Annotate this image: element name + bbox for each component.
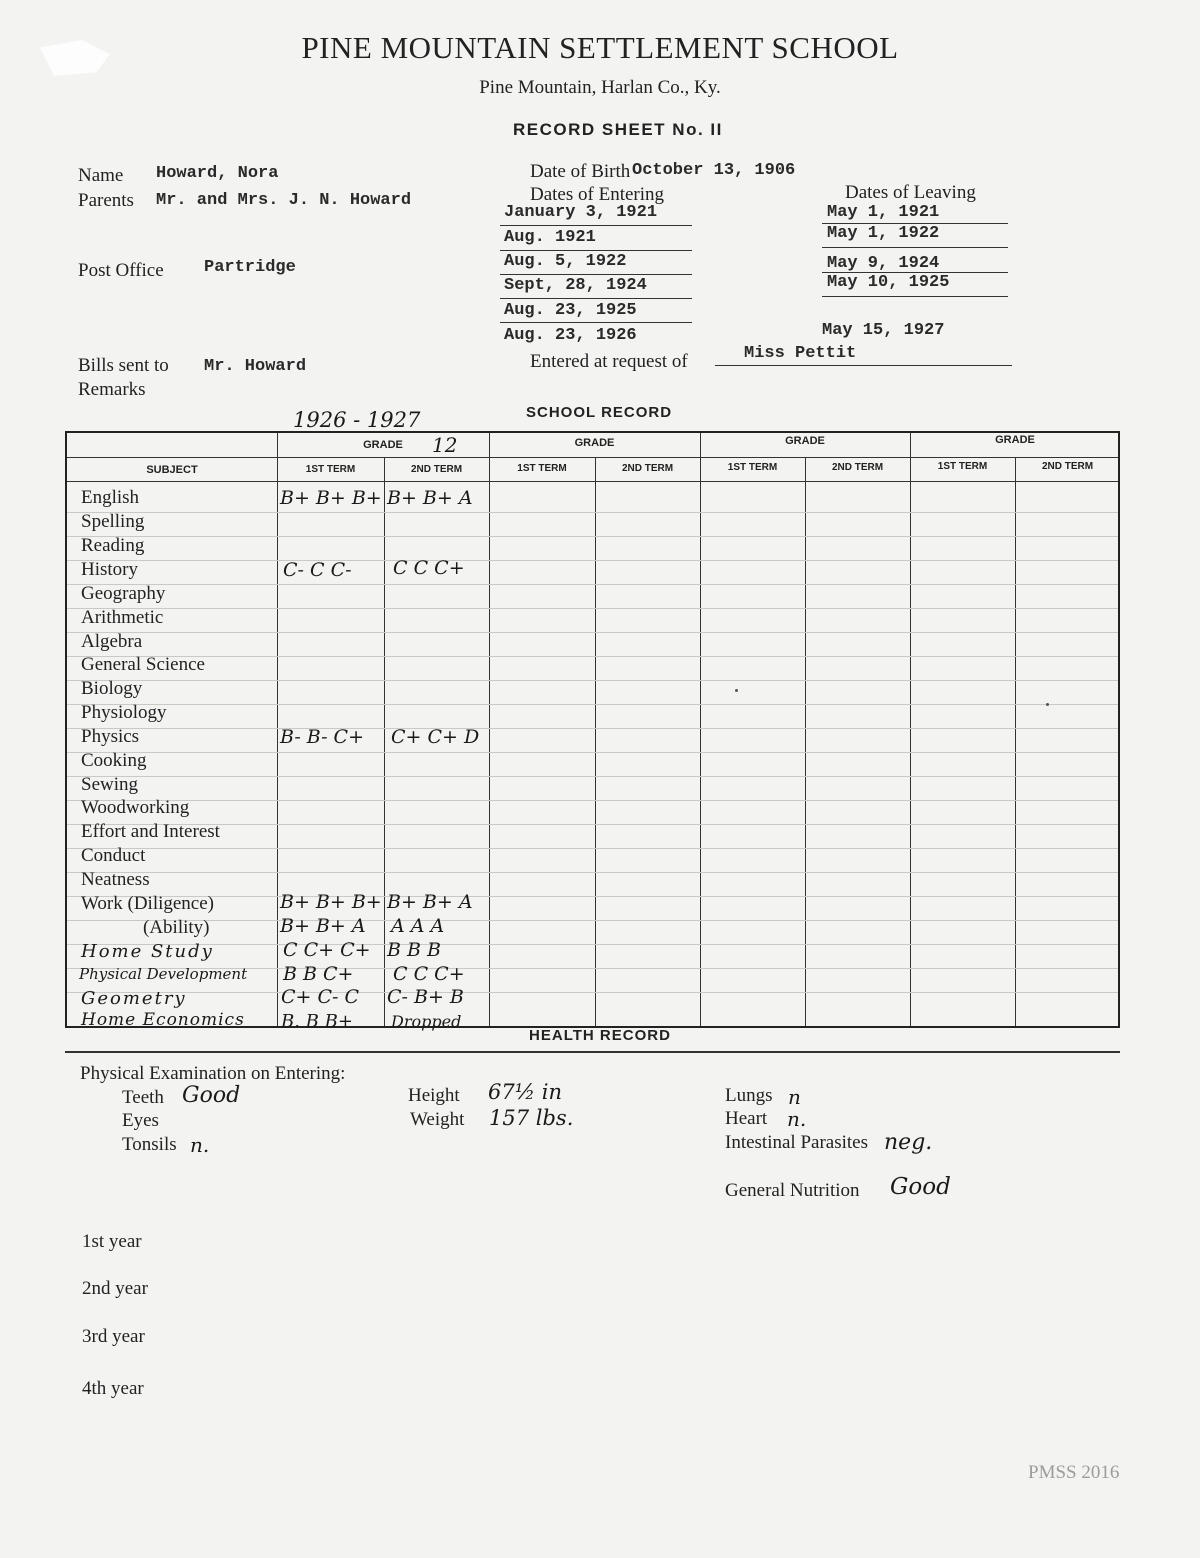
term-header: 2ND TERM [621, 463, 674, 474]
dob-value: October 13, 1906 [632, 161, 796, 180]
subject-spelling: Spelling [81, 511, 145, 532]
health-record-title: HEALTH RECORD [529, 1027, 671, 1044]
grade-header: GRADE [995, 434, 1035, 446]
teeth-label: Teeth [122, 1087, 164, 1108]
subject-biology: Biology [81, 678, 143, 699]
tonsils-label: Tonsils [122, 1134, 177, 1155]
leaving-date: May 10, 1925 [827, 273, 950, 292]
subject-cooking: Cooking [81, 750, 147, 771]
subject-physics: Physics [81, 726, 140, 747]
weight-label: Weight [410, 1109, 465, 1130]
subject-header: SUBJECT [146, 464, 198, 476]
heart-label: Heart [725, 1108, 768, 1129]
mark-english-term1: B+ B+ B+ [280, 487, 382, 509]
entering-label: Dates of Entering [530, 184, 665, 205]
subject-general-science: General Science [81, 654, 205, 675]
term-header: 2ND TERM [410, 464, 463, 475]
year-label: 2nd year [82, 1278, 148, 1299]
term-header: 2ND TERM [1041, 461, 1094, 472]
paper-speck [735, 689, 738, 692]
bills-label: Bills sent to [78, 355, 169, 376]
dob-label: Date of Birth [530, 161, 631, 182]
mark-physics-term2: C+ C+ D [391, 726, 480, 748]
entering-date: Aug. 23, 1926 [504, 326, 637, 345]
subject-sewing: Sewing [81, 774, 138, 795]
entering-date: Aug. 5, 1922 [504, 252, 627, 271]
post-office-value: Partridge [204, 258, 296, 277]
nutrition-label: General Nutrition [725, 1180, 860, 1201]
grades-table [65, 431, 1120, 1032]
parents-label: Parents [78, 190, 134, 211]
mark-physics-term1: B- B- C+ [280, 726, 365, 748]
mark-english-term2: B+ B+ A [387, 487, 473, 509]
entering-date: Aug. 23, 1925 [504, 301, 637, 320]
subject-physical-development: Physical Development [79, 965, 248, 983]
mark-work-term1: B+ B+ B+ [280, 891, 382, 913]
leaving-label: Dates of Leaving [845, 182, 976, 203]
grade-header: GRADE [574, 437, 615, 449]
subject-home-economics: Home Economics [81, 1010, 245, 1030]
grade-value: 12 [432, 433, 458, 457]
year-label: 4th year [82, 1378, 144, 1399]
entering-date: January 3, 1921 [504, 203, 658, 222]
subject-arithmetic: Arithmetic [81, 607, 164, 628]
mark-physdev-term2: C C C+ [393, 963, 465, 985]
term-header: 2ND TERM [831, 462, 884, 473]
entering-date: Sept, 28, 1924 [504, 276, 647, 295]
subject-effort: Effort and Interest [81, 821, 220, 842]
mark-ability-term2: A A A [391, 915, 445, 937]
school-address: Pine Mountain, Harlan Co., Ky. [479, 77, 721, 98]
mark-home-study-term2: B B B [387, 939, 441, 961]
mark-physdev-term1: B B C+ [283, 963, 354, 985]
subject-neatness: Neatness [81, 869, 150, 890]
year-label: 1st year [82, 1231, 142, 1252]
tonsils-value: n. [190, 1133, 210, 1157]
lungs-value: n [788, 1085, 801, 1109]
lungs-label: Lungs [725, 1085, 773, 1106]
parasites-label: Intestinal Parasites [725, 1132, 868, 1153]
height-label: Height [408, 1085, 460, 1106]
nutrition-value: Good [890, 1174, 951, 1200]
student-name: Howard, Nora [156, 164, 279, 183]
watermark: PMSS 2016 [1028, 1462, 1120, 1483]
exam-label: Physical Examination on Entering: [80, 1063, 346, 1084]
entering-date: Aug. 1921 [504, 228, 596, 247]
mark-home-study-term1: C C+ C+ [283, 939, 371, 961]
leaving-date: May 9, 1924 [827, 254, 940, 273]
subject-woodworking: Woodworking [81, 797, 190, 818]
subject-geometry: Geometry [81, 988, 187, 1009]
term-header: 1ST TERM [727, 462, 778, 473]
height-value: 67½ in [488, 1080, 562, 1104]
weight-value: 157 lbs. [489, 1106, 574, 1130]
term-header: 1ST TERM [517, 463, 567, 474]
name-label: Name [78, 165, 124, 186]
mark-history-term2: C C C+ [393, 557, 465, 579]
teeth-value: Good [182, 1083, 241, 1108]
parasites-value: neg. [884, 1130, 933, 1155]
school-record-title: SCHOOL RECORD [526, 404, 673, 421]
term-header: 1ST TERM [305, 464, 356, 475]
subject-english: English [81, 487, 140, 508]
request-value: Miss Pettit [744, 344, 857, 363]
request-label: Entered at request of [530, 351, 688, 372]
subject-geography: Geography [81, 583, 166, 604]
mark-geometry-term1: C+ C- C [281, 986, 360, 1008]
grade-header: GRADE [785, 435, 825, 447]
paper-speck [1046, 703, 1049, 706]
mark-home-ec-term2: Dropped [391, 1012, 462, 1031]
mark-home-ec-term1: B. B B+ [281, 1011, 353, 1032]
year-label: 3rd year [82, 1326, 145, 1347]
eyes-label: Eyes [122, 1110, 159, 1131]
heart-value: n. [787, 1107, 807, 1131]
subject-home-study: Home Study [81, 941, 214, 962]
leaving-date: May 15, 1927 [822, 321, 945, 340]
subject-reading: Reading [81, 535, 145, 556]
mark-geometry-term2: C- B+ B [387, 986, 464, 1008]
mark-ability-term1: B+ B+ A [280, 915, 366, 937]
subject-history: History [81, 559, 138, 580]
grade-header: GRADE [363, 439, 403, 451]
school-title: PINE MOUNTAIN SETTLEMENT SCHOOL [301, 30, 899, 65]
subject-ability: (Ability) [143, 917, 210, 938]
leaving-date: May 1, 1921 [827, 203, 940, 222]
year-note: 1926 - 1927 [293, 408, 421, 432]
remarks-label: Remarks [78, 379, 146, 400]
parents-value: Mr. and Mrs. J. N. Howard [156, 191, 412, 210]
subject-physiology: Physiology [81, 702, 167, 723]
record-sheet-title: RECORD SHEET No. II [513, 120, 723, 139]
mark-history-term1: C- C C- [283, 559, 352, 581]
subject-conduct: Conduct [81, 845, 146, 866]
subject-work: Work (Diligence) [81, 893, 214, 914]
subject-algebra: Algebra [81, 631, 143, 652]
bills-value: Mr. Howard [204, 357, 307, 376]
mark-work-term2: B+ B+ A [387, 891, 473, 913]
term-header: 1ST TERM [937, 461, 988, 472]
post-office-label: Post Office [78, 260, 164, 281]
leaving-date: May 1, 1922 [827, 224, 940, 243]
